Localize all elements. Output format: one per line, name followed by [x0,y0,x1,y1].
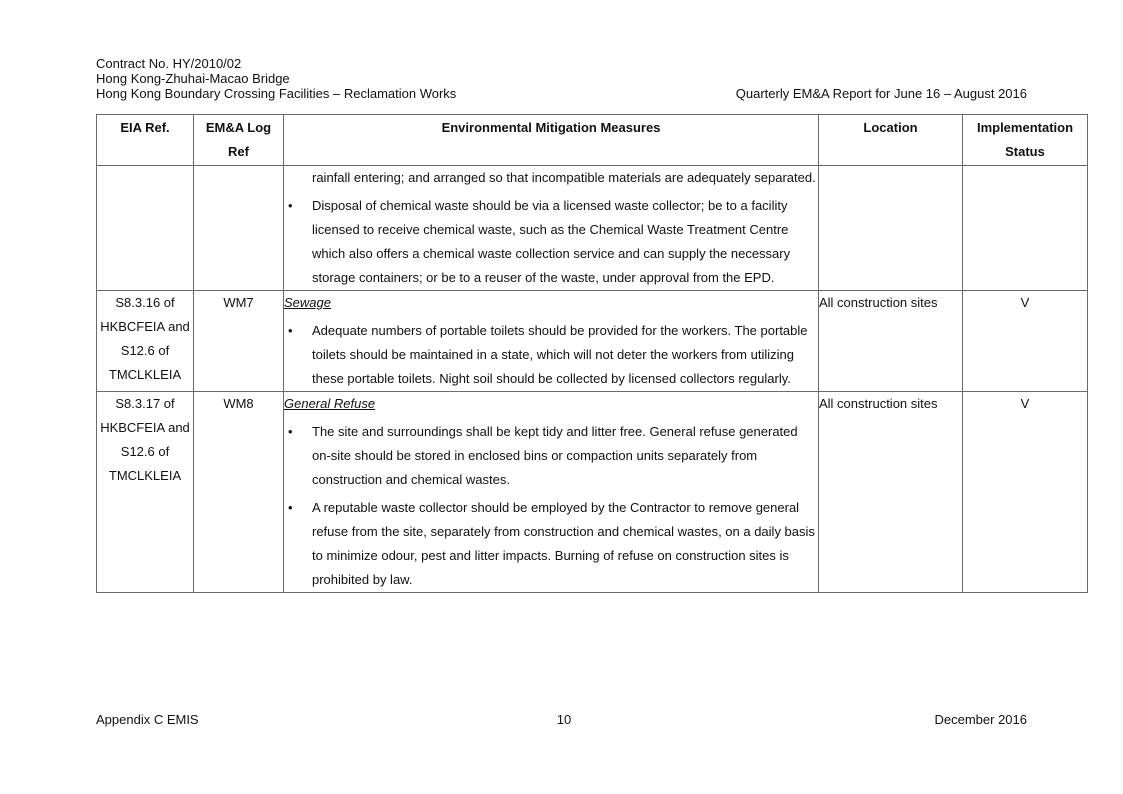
appendix-label: Appendix C EMIS [96,712,199,727]
column-header-status: Implementation Status [963,115,1088,166]
page-footer [96,712,1027,728]
measure-list [284,319,818,391]
eia-ref-cell: S8.3.17 of HKBCFEIA and S12.6 of TMCLKLEIA [97,392,194,593]
project-name: Hong Kong-Zhuhai-Macao Bridge [96,71,290,86]
contract-number: Contract No. HY/2010/02 [96,56,242,71]
column-header-measures: Environmental Mitigation Measures [284,115,819,166]
status-cell: V [963,291,1088,392]
column-header-location: Location [819,115,963,166]
column-header-eia-ref: EIA Ref. [97,115,194,166]
measure-text: Disposal of chemical waste should be via a licensed waste collector; be to a facility licensed to receive chemical waste, such as the Chemical Waste Treatment Centre which also offers a chemical waste collection service and can supply the necessary storage containers; or be to a reuser of the waste, under approval from the EPD. [312,198,791,285]
ema-log-ref-cell [194,166,284,291]
location-cell: All construction sites [819,392,963,593]
report-title: Quarterly EM&A Report for June 16 – August 2016 [735,86,1027,101]
measure-continuation-text: rainfall entering; and arranged so that incompatible materials are adequately separated. [312,170,816,185]
ema-log-ref-cell: WM8 [194,392,284,593]
bullet-icon: • [288,198,293,213]
table-header-row [97,115,1088,166]
measure-heading: General Refuse [284,396,376,411]
emis-table [96,114,1088,593]
list-item [284,496,818,592]
status-cell: V [963,392,1088,593]
measure-text: A reputable waste collector should be employed by the Contractor to remove general refuse from the site, separately from construction and chemical wastes, on a daily basis to minimize odour, pest and litter impacts. Burning of refuse on construction sites is prohibited by law. [312,500,815,587]
measures-cell [284,291,819,392]
eia-ref-cell: S8.3.16 of HKBCFEIA and S12.6 of TMCLKLEIA [97,291,194,392]
page-number: 10 [556,712,572,727]
list-item [284,420,818,492]
bullet-icon: • [288,500,293,515]
page-header [96,56,1027,101]
footer-date: December 2016 [934,712,1027,727]
bullet-icon: • [288,323,293,338]
eia-ref-cell [97,166,194,291]
location-cell [819,166,963,291]
measure-text: The site and surroundings shall be kept tidy and litter free. General refuse generated on-site should be stored in enclosed bins or compaction units separately from construction and chemical wastes. [312,424,798,487]
status-cell [963,166,1088,291]
table-row [97,166,1088,291]
measure-text: Adequate numbers of portable toilets should be provided for the workers. The portable toilets should be maintained in a state, which will not deter the workers from utilizing these portable toilets. Night soil should be collected by licensed collectors regularly. [312,323,808,386]
measure-list [284,420,818,592]
measures-cell [284,166,819,291]
measure-list [284,194,818,290]
list-item [284,319,818,391]
table-row [97,392,1088,593]
ema-log-ref-cell: WM7 [194,291,284,392]
measure-heading: Sewage [284,295,331,310]
column-header-ema-log-ref: EM&A Log Ref [194,115,284,166]
bullet-icon: • [288,424,293,439]
list-item [284,194,818,290]
measures-cell [284,392,819,593]
location-cell: All construction sites [819,291,963,392]
works-name: Hong Kong Boundary Crossing Facilities – Reclamation Works [96,86,457,101]
table-row [97,291,1088,392]
